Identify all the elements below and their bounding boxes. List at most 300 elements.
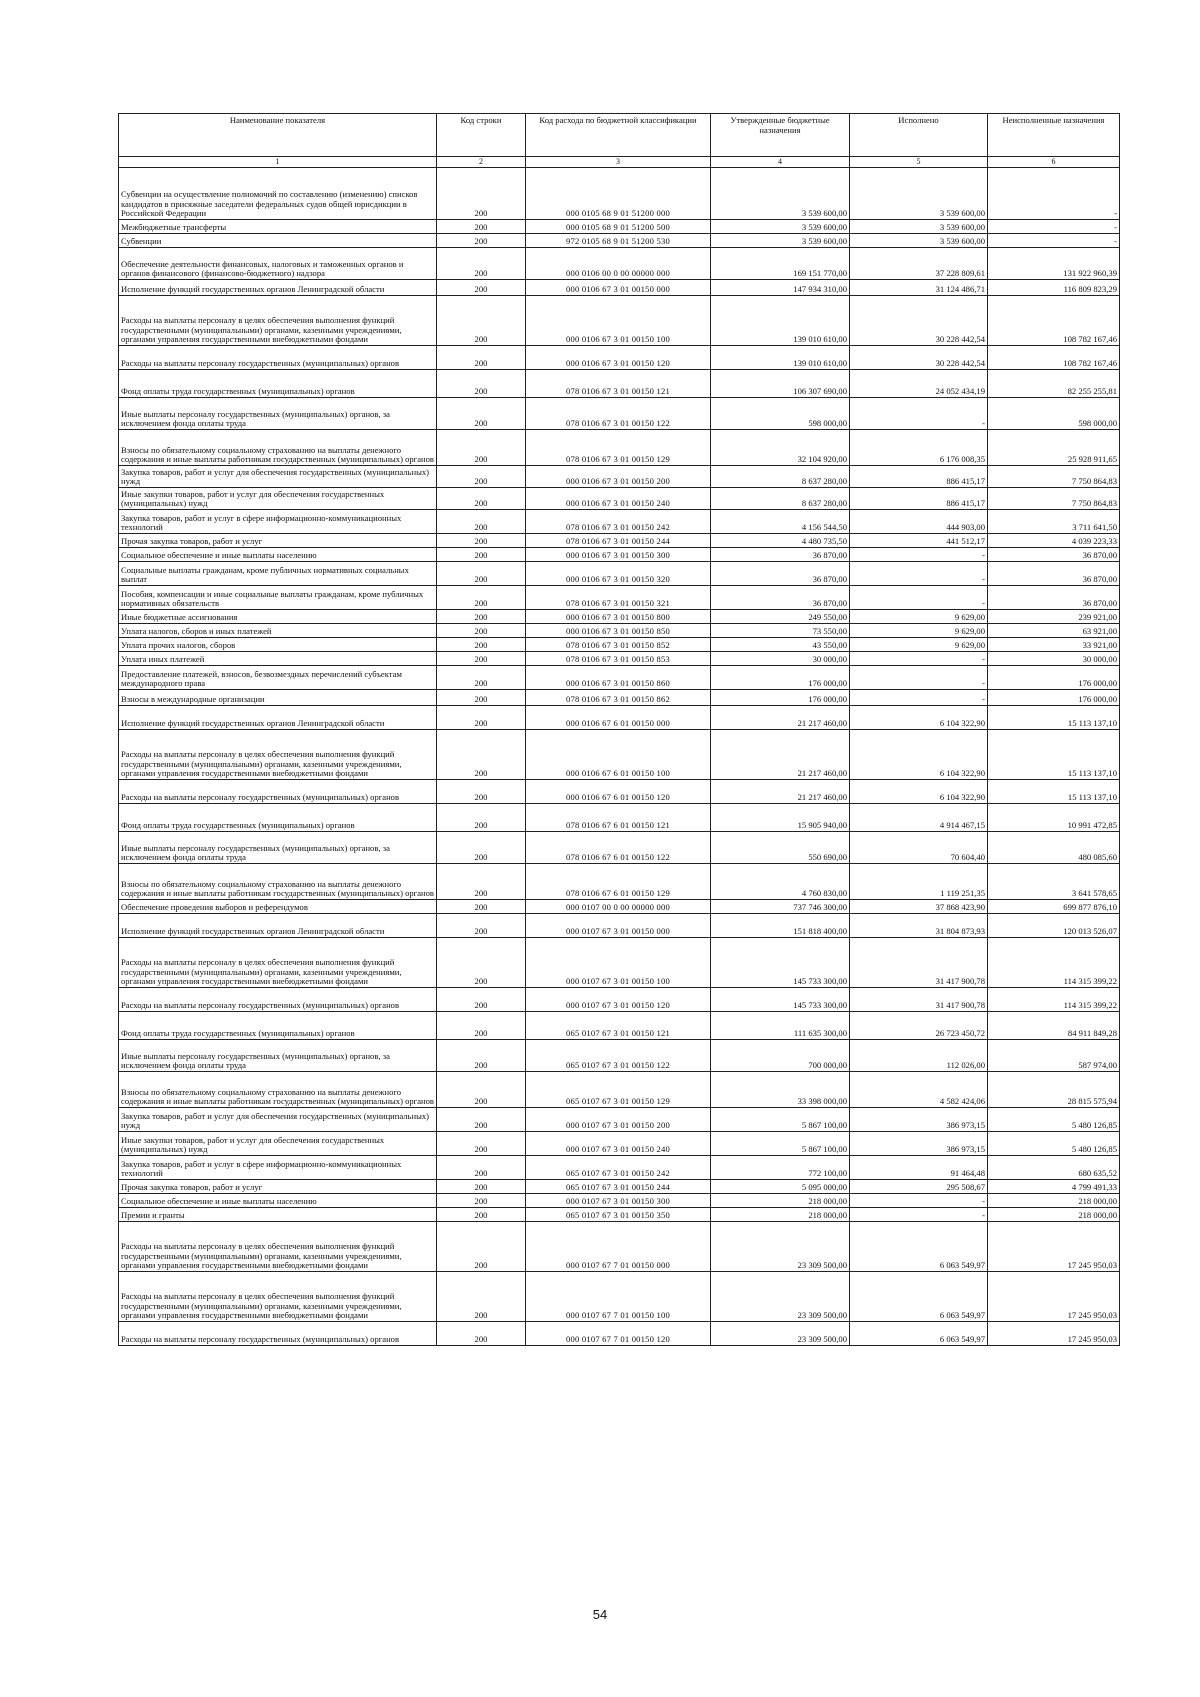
row-executed: 30 228 442,54	[850, 346, 988, 370]
row-unexecuted: 17 245 950,03	[988, 1222, 1120, 1272]
table-row	[119, 1208, 1120, 1222]
row-approved: 23 309 500,00	[711, 1272, 850, 1322]
row-executed: -	[850, 1208, 988, 1222]
header-executed: Исполнено	[850, 114, 988, 157]
row-unexecuted: 598 000,00	[988, 398, 1120, 430]
row-approved: 36 870,00	[711, 562, 850, 586]
row-classification-code: 000 0106 67 3 01 00150 850	[526, 624, 711, 638]
row-line-code: 200	[437, 1012, 526, 1040]
row-approved: 5 095 000,00	[711, 1180, 850, 1194]
row-name: Иные бюджетные ассигнования	[119, 610, 437, 624]
row-approved: 176 000,00	[711, 690, 850, 706]
row-approved: 33 398 000,00	[711, 1072, 850, 1108]
row-classification-code: 078 0106 67 3 01 00150 852	[526, 638, 711, 652]
table-row	[119, 1012, 1120, 1040]
column-number-row	[119, 157, 1120, 168]
row-executed: 295 508,67	[850, 1180, 988, 1194]
row-approved: 3 539 600,00	[711, 220, 850, 234]
table-row	[119, 1222, 1120, 1272]
row-approved: 8 637 280,00	[711, 488, 850, 510]
row-executed: 9 629,00	[850, 610, 988, 624]
row-approved: 3 539 600,00	[711, 234, 850, 248]
row-approved: 772 100,00	[711, 1156, 850, 1180]
row-unexecuted: 28 815 575,94	[988, 1072, 1120, 1108]
table-row	[119, 1132, 1120, 1156]
row-executed: 444 903,00	[850, 510, 988, 534]
row-unexecuted: -	[988, 168, 1120, 220]
row-name: Предоставление платежей, взносов, безвозмездных перечислений субъектам международного права	[119, 666, 437, 690]
row-line-code: 200	[437, 548, 526, 562]
row-approved: 43 550,00	[711, 638, 850, 652]
row-classification-code: 000 0107 67 3 01 00150 300	[526, 1194, 711, 1208]
row-line-code: 200	[437, 1156, 526, 1180]
row-name: Взносы в международные организации	[119, 690, 437, 706]
row-unexecuted: 131 922 960,39	[988, 248, 1120, 280]
table-row	[119, 346, 1120, 370]
row-executed: 31 417 900,78	[850, 938, 988, 988]
row-executed: 386 973,15	[850, 1132, 988, 1156]
expenditure-table	[118, 113, 1120, 1346]
column-number: 3	[526, 157, 711, 168]
row-classification-code: 000 0107 67 3 01 00150 000	[526, 914, 711, 938]
row-executed: 441 512,17	[850, 534, 988, 548]
row-unexecuted: 176 000,00	[988, 666, 1120, 690]
row-line-code: 200	[437, 488, 526, 510]
row-approved: 30 000,00	[711, 652, 850, 666]
row-executed: 6 063 549,97	[850, 1222, 988, 1272]
row-classification-code: 000 0107 67 7 01 00150 000	[526, 1222, 711, 1272]
row-approved: 218 000,00	[711, 1194, 850, 1208]
row-line-code: 200	[437, 730, 526, 780]
table-row	[119, 248, 1120, 280]
row-executed: 31 124 486,71	[850, 280, 988, 296]
row-name: Субвенции на осуществление полномочий по составлению (изменению) списков кандидатов в присяжные заседатели федеральных судов общей юрисдикции в Российской Федерации	[119, 168, 437, 220]
row-line-code: 200	[437, 248, 526, 280]
row-name: Взносы по обязательному социальному страхованию на выплаты денежного содержания и иные выплаты работникам государственных (муниципальных) органов	[119, 864, 437, 900]
row-line-code: 200	[437, 610, 526, 624]
row-classification-code: 078 0106 67 3 01 00150 129	[526, 430, 711, 466]
row-name: Закупка товаров, работ и услуг в сфере информационно-коммуникационных технологий	[119, 1156, 437, 1180]
row-approved: 169 151 770,00	[711, 248, 850, 280]
row-line-code: 200	[437, 666, 526, 690]
row-approved: 598 000,00	[711, 398, 850, 430]
row-approved: 4 156 544,50	[711, 510, 850, 534]
row-name: Иные выплаты персоналу государственных (муниципальных) органов, за исключением фонда оплаты труда	[119, 398, 437, 430]
row-executed: -	[850, 548, 988, 562]
row-line-code: 200	[437, 624, 526, 638]
row-line-code: 200	[437, 804, 526, 832]
row-line-code: 200	[437, 1180, 526, 1194]
row-classification-code: 000 0106 67 6 01 00150 000	[526, 706, 711, 730]
row-classification-code: 000 0107 67 3 01 00150 120	[526, 988, 711, 1012]
row-name: Субвенции	[119, 234, 437, 248]
row-classification-code: 000 0107 00 0 00 00000 000	[526, 900, 711, 914]
row-name: Социальное обеспечение и иные выплаты населению	[119, 1194, 437, 1208]
table-row	[119, 466, 1120, 488]
row-unexecuted: 5 480 126,85	[988, 1132, 1120, 1156]
row-line-code: 200	[437, 690, 526, 706]
row-classification-code: 078 0106 67 3 01 00150 862	[526, 690, 711, 706]
row-approved: 5 867 100,00	[711, 1132, 850, 1156]
row-classification-code: 000 0105 68 9 01 51200 500	[526, 220, 711, 234]
table-row	[119, 1156, 1120, 1180]
row-line-code: 200	[437, 1040, 526, 1072]
row-approved: 3 539 600,00	[711, 168, 850, 220]
row-name: Расходы на выплаты персоналу в целях обеспечения выполнения функций государственными (муниципальными) органами, казенными учреждениями, органами управления государственными внебюджетными фондами	[119, 296, 437, 346]
row-name: Закупка товаров, работ и услуг в сфере информационно-коммуникационных технологий	[119, 510, 437, 534]
row-unexecuted: 17 245 950,03	[988, 1322, 1120, 1346]
row-executed: 6 104 322,90	[850, 780, 988, 804]
table-row	[119, 1180, 1120, 1194]
row-name: Расходы на выплаты персоналу в целях обеспечения выполнения функций государственными (муниципальными) органами, казенными учреждениями, органами управления государственными внебюджетными фондами	[119, 730, 437, 780]
row-line-code: 200	[437, 1108, 526, 1132]
table-row	[119, 234, 1120, 248]
row-executed: 6 104 322,90	[850, 730, 988, 780]
row-unexecuted: 680 635,52	[988, 1156, 1120, 1180]
row-approved: 23 309 500,00	[711, 1222, 850, 1272]
row-approved: 249 550,00	[711, 610, 850, 624]
row-classification-code: 065 0107 67 3 01 00150 244	[526, 1180, 711, 1194]
table-body	[119, 168, 1120, 1346]
row-unexecuted: 3 641 578,65	[988, 864, 1120, 900]
table-row	[119, 864, 1120, 900]
column-number: 4	[711, 157, 850, 168]
row-name: Исполнение функций государственных органов Ленинградской области	[119, 914, 437, 938]
row-unexecuted: 25 928 911,65	[988, 430, 1120, 466]
row-unexecuted: 108 782 167,46	[988, 346, 1120, 370]
row-approved: 23 309 500,00	[711, 1322, 850, 1346]
row-executed: 886 415,17	[850, 466, 988, 488]
row-line-code: 200	[437, 466, 526, 488]
column-number: 1	[119, 157, 437, 168]
row-classification-code: 000 0106 67 6 01 00150 100	[526, 730, 711, 780]
row-executed: 6 176 008,35	[850, 430, 988, 466]
row-unexecuted: 30 000,00	[988, 652, 1120, 666]
header-approved: Утвержденные бюджетные назначения	[711, 114, 850, 157]
row-name: Иные выплаты персоналу государственных (муниципальных) органов, за исключением фонда оплаты труда	[119, 832, 437, 864]
row-executed: 91 464,48	[850, 1156, 988, 1180]
row-name: Иные закупки товаров, работ и услуг для обеспечения государственных (муниципальных) нужд	[119, 488, 437, 510]
row-executed: 70 604,40	[850, 832, 988, 864]
row-approved: 139 010 610,00	[711, 346, 850, 370]
table-row	[119, 430, 1120, 466]
row-classification-code: 000 0106 67 6 01 00150 120	[526, 780, 711, 804]
row-executed: 30 228 442,54	[850, 296, 988, 346]
row-name: Закупка товаров, работ и услуг для обеспечения государственных (муниципальных) нужд	[119, 466, 437, 488]
row-approved: 4 760 830,00	[711, 864, 850, 900]
table-row	[119, 280, 1120, 296]
row-classification-code: 078 0106 67 3 01 00150 244	[526, 534, 711, 548]
row-classification-code: 000 0105 68 9 01 51200 000	[526, 168, 711, 220]
row-unexecuted: 218 000,00	[988, 1194, 1120, 1208]
row-approved: 21 217 460,00	[711, 706, 850, 730]
row-name: Уплата прочих налогов, сборов	[119, 638, 437, 652]
table-row	[119, 988, 1120, 1012]
row-executed: 4 914 467,15	[850, 804, 988, 832]
column-number: 5	[850, 157, 988, 168]
row-name: Расходы на выплаты персоналу в целях обеспечения выполнения функций государственными (муниципальными) органами, казенными учреждениями, органами управления государственными внебюджетными фондами	[119, 1222, 437, 1272]
table-row	[119, 666, 1120, 690]
row-unexecuted: 218 000,00	[988, 1208, 1120, 1222]
row-line-code: 200	[437, 832, 526, 864]
row-line-code: 200	[437, 168, 526, 220]
row-line-code: 200	[437, 398, 526, 430]
row-approved: 176 000,00	[711, 666, 850, 690]
row-unexecuted: -	[988, 220, 1120, 234]
row-unexecuted: 116 809 823,29	[988, 280, 1120, 296]
row-unexecuted: 15 113 137,10	[988, 780, 1120, 804]
row-approved: 550 690,00	[711, 832, 850, 864]
row-classification-code: 000 0106 67 3 01 00150 100	[526, 296, 711, 346]
row-classification-code: 000 0106 67 3 01 00150 300	[526, 548, 711, 562]
row-unexecuted: 15 113 137,10	[988, 730, 1120, 780]
row-line-code: 200	[437, 1194, 526, 1208]
table-row	[119, 900, 1120, 914]
row-approved: 36 870,00	[711, 548, 850, 562]
row-name: Расходы на выплаты персоналу государственных (муниципальных) органов	[119, 346, 437, 370]
header-name: Наименование показателя	[119, 114, 437, 157]
table-header-row	[119, 114, 1120, 157]
row-unexecuted: 4 799 491,33	[988, 1180, 1120, 1194]
row-approved: 145 733 300,00	[711, 938, 850, 988]
row-name: Обеспечение деятельности финансовых, налоговых и таможенных органов и органов финансового (финансово-бюджетного) надзора	[119, 248, 437, 280]
row-classification-code: 000 0106 67 3 01 00150 860	[526, 666, 711, 690]
table-row	[119, 1040, 1120, 1072]
row-unexecuted: 17 245 950,03	[988, 1272, 1120, 1322]
row-classification-code: 078 0106 67 6 01 00150 129	[526, 864, 711, 900]
row-approved: 139 010 610,00	[711, 296, 850, 346]
row-executed: 6 063 549,97	[850, 1272, 988, 1322]
row-line-code: 200	[437, 900, 526, 914]
row-name: Иные выплаты персоналу государственных (муниципальных) органов, за исключением фонда оплаты труда	[119, 1040, 437, 1072]
row-executed: 9 629,00	[850, 624, 988, 638]
row-line-code: 200	[437, 638, 526, 652]
row-line-code: 200	[437, 296, 526, 346]
row-line-code: 200	[437, 1072, 526, 1108]
row-name: Расходы на выплаты персоналу государственных (муниципальных) органов	[119, 988, 437, 1012]
row-classification-code: 000 0106 67 3 01 00150 200	[526, 466, 711, 488]
row-executed: 31 804 873,93	[850, 914, 988, 938]
row-name: Уплата иных платежей	[119, 652, 437, 666]
row-name: Социальные выплаты гражданам, кроме публичных нормативных социальных выплат	[119, 562, 437, 586]
row-classification-code: 065 0107 67 3 01 00150 122	[526, 1040, 711, 1072]
row-approved: 147 934 310,00	[711, 280, 850, 296]
row-approved: 737 746 300,00	[711, 900, 850, 914]
row-name: Межбюджетные трансферты	[119, 220, 437, 234]
row-classification-code: 000 0106 67 3 01 00150 800	[526, 610, 711, 624]
row-executed: 3 539 600,00	[850, 168, 988, 220]
row-line-code: 200	[437, 864, 526, 900]
row-executed: 386 973,15	[850, 1108, 988, 1132]
row-name: Премии и гранты	[119, 1208, 437, 1222]
row-line-code: 200	[437, 510, 526, 534]
row-name: Иные закупки товаров, работ и услуг для обеспечения государственных (муниципальных) нужд	[119, 1132, 437, 1156]
row-classification-code: 065 0107 67 3 01 00150 350	[526, 1208, 711, 1222]
row-executed: 37 868 423,90	[850, 900, 988, 914]
table-row	[119, 488, 1120, 510]
row-classification-code: 065 0107 67 3 01 00150 129	[526, 1072, 711, 1108]
row-executed: 886 415,17	[850, 488, 988, 510]
row-name: Фонд оплаты труда государственных (муниципальных) органов	[119, 804, 437, 832]
row-approved: 73 550,00	[711, 624, 850, 638]
row-executed: 31 417 900,78	[850, 988, 988, 1012]
table-row	[119, 780, 1120, 804]
row-approved: 111 635 300,00	[711, 1012, 850, 1040]
row-executed: 26 723 450,72	[850, 1012, 988, 1040]
row-unexecuted: 3 711 641,50	[988, 510, 1120, 534]
table-row	[119, 1322, 1120, 1346]
table-row	[119, 398, 1120, 430]
row-unexecuted: 587 974,00	[988, 1040, 1120, 1072]
row-name: Социальное обеспечение и иные выплаты населению	[119, 548, 437, 562]
row-executed: 3 539 600,00	[850, 234, 988, 248]
row-classification-code: 000 0107 67 3 01 00150 200	[526, 1108, 711, 1132]
row-approved: 4 480 735,50	[711, 534, 850, 548]
row-approved: 36 870,00	[711, 586, 850, 610]
row-line-code: 200	[437, 430, 526, 466]
row-approved: 218 000,00	[711, 1208, 850, 1222]
table-row	[119, 168, 1120, 220]
row-line-code: 200	[437, 1208, 526, 1222]
row-line-code: 200	[437, 220, 526, 234]
row-line-code: 200	[437, 1222, 526, 1272]
row-unexecuted: 36 870,00	[988, 562, 1120, 586]
row-unexecuted: 36 870,00	[988, 586, 1120, 610]
row-line-code: 200	[437, 1272, 526, 1322]
row-name: Прочая закупка товаров, работ и услуг	[119, 534, 437, 548]
row-line-code: 200	[437, 914, 526, 938]
row-approved: 8 637 280,00	[711, 466, 850, 488]
row-approved: 21 217 460,00	[711, 730, 850, 780]
row-name: Расходы на выплаты персоналу в целях обеспечения выполнения функций государственными (муниципальными) органами, казенными учреждениями, органами управления государственными внебюджетными фондами	[119, 1272, 437, 1322]
header-classification-code: Код расхода по бюджетной классификации	[526, 114, 711, 157]
row-classification-code: 065 0107 67 3 01 00150 242	[526, 1156, 711, 1180]
row-approved: 5 867 100,00	[711, 1108, 850, 1132]
table-row	[119, 652, 1120, 666]
row-executed: -	[850, 1194, 988, 1208]
row-executed: -	[850, 586, 988, 610]
table-row	[119, 562, 1120, 586]
row-unexecuted: 114 315 399,22	[988, 988, 1120, 1012]
row-classification-code: 078 0106 67 6 01 00150 121	[526, 804, 711, 832]
row-classification-code: 078 0106 67 3 01 00150 321	[526, 586, 711, 610]
row-executed: 6 063 549,97	[850, 1322, 988, 1346]
row-executed: 24 052 434,19	[850, 370, 988, 398]
row-name: Взносы по обязательному социальному страхованию на выплаты денежного содержания и иные выплаты работникам государственных (муниципальных) органов	[119, 1072, 437, 1108]
row-approved: 32 104 920,00	[711, 430, 850, 466]
table-row	[119, 510, 1120, 534]
table-row	[119, 914, 1120, 938]
row-unexecuted: 84 911 849,28	[988, 1012, 1120, 1040]
table-row	[119, 296, 1120, 346]
row-name: Обеспечение проведения выборов и референдумов	[119, 900, 437, 914]
row-executed: 1 119 251,35	[850, 864, 988, 900]
table-row	[119, 804, 1120, 832]
row-name: Исполнение функций государственных органов Ленинградской области	[119, 706, 437, 730]
row-executed: -	[850, 666, 988, 690]
table-row	[119, 534, 1120, 548]
table-row	[119, 1108, 1120, 1132]
row-line-code: 200	[437, 586, 526, 610]
row-approved: 106 307 690,00	[711, 370, 850, 398]
row-classification-code: 065 0107 67 3 01 00150 121	[526, 1012, 711, 1040]
row-unexecuted: 480 085,60	[988, 832, 1120, 864]
row-line-code: 200	[437, 938, 526, 988]
row-unexecuted: 699 877 876,10	[988, 900, 1120, 914]
row-line-code: 200	[437, 1322, 526, 1346]
row-executed: -	[850, 652, 988, 666]
row-classification-code: 000 0106 67 3 01 00150 000	[526, 280, 711, 296]
row-classification-code: 000 0106 67 3 01 00150 240	[526, 488, 711, 510]
row-unexecuted: 15 113 137,10	[988, 706, 1120, 730]
row-name: Фонд оплаты труда государственных (муниципальных) органов	[119, 1012, 437, 1040]
row-classification-code: 078 0106 67 3 01 00150 122	[526, 398, 711, 430]
row-line-code: 200	[437, 280, 526, 296]
row-unexecuted: 82 255 255,81	[988, 370, 1120, 398]
row-classification-code: 000 0106 67 3 01 00150 320	[526, 562, 711, 586]
row-unexecuted: 7 750 864,83	[988, 466, 1120, 488]
header-line-code: Код строки	[437, 114, 526, 157]
row-unexecuted: 176 000,00	[988, 690, 1120, 706]
table-row	[119, 548, 1120, 562]
row-line-code: 200	[437, 562, 526, 586]
row-unexecuted: 4 039 223,33	[988, 534, 1120, 548]
table-row	[119, 610, 1120, 624]
row-unexecuted: 36 870,00	[988, 548, 1120, 562]
row-classification-code: 000 0106 67 3 01 00150 120	[526, 346, 711, 370]
row-classification-code: 000 0106 00 0 00 00000 000	[526, 248, 711, 280]
row-approved: 15 905 940,00	[711, 804, 850, 832]
header-unexecuted: Неисполненные назначения	[988, 114, 1120, 157]
row-classification-code: 000 0107 67 7 01 00150 100	[526, 1272, 711, 1322]
row-unexecuted: 114 315 399,22	[988, 938, 1120, 988]
row-unexecuted: 239 921,00	[988, 610, 1120, 624]
row-line-code: 200	[437, 370, 526, 398]
row-unexecuted: 108 782 167,46	[988, 296, 1120, 346]
row-executed: 112 026,00	[850, 1040, 988, 1072]
row-line-code: 200	[437, 1132, 526, 1156]
row-unexecuted: 63 921,00	[988, 624, 1120, 638]
row-name: Расходы на выплаты персоналу государственных (муниципальных) органов	[119, 1322, 437, 1346]
row-line-code: 200	[437, 652, 526, 666]
row-classification-code: 000 0107 67 3 01 00150 240	[526, 1132, 711, 1156]
row-approved: 145 733 300,00	[711, 988, 850, 1012]
table-row	[119, 832, 1120, 864]
row-approved: 21 217 460,00	[711, 780, 850, 804]
table-row	[119, 220, 1120, 234]
row-unexecuted: 7 750 864,83	[988, 488, 1120, 510]
row-line-code: 200	[437, 234, 526, 248]
table-row	[119, 638, 1120, 652]
row-name: Расходы на выплаты персоналу государственных (муниципальных) органов	[119, 780, 437, 804]
row-classification-code: 078 0106 67 3 01 00150 242	[526, 510, 711, 534]
table-row	[119, 1272, 1120, 1322]
table-row	[119, 690, 1120, 706]
row-line-code: 200	[437, 534, 526, 548]
row-unexecuted: -	[988, 234, 1120, 248]
row-classification-code: 078 0106 67 3 01 00150 853	[526, 652, 711, 666]
row-approved: 151 818 400,00	[711, 914, 850, 938]
row-unexecuted: 33 921,00	[988, 638, 1120, 652]
row-name: Расходы на выплаты персоналу в целях обеспечения выполнения функций государственными (муниципальными) органами, казенными учреждениями, органами управления государственными внебюджетными фондами	[119, 938, 437, 988]
row-line-code: 200	[437, 346, 526, 370]
row-name: Взносы по обязательному социальному страхованию на выплаты денежного содержания и иные выплаты работникам государственных (муниципальных) органов	[119, 430, 437, 466]
table-row	[119, 938, 1120, 988]
row-unexecuted: 120 013 526,07	[988, 914, 1120, 938]
row-name: Уплата налогов, сборов и иных платежей	[119, 624, 437, 638]
row-name: Фонд оплаты труда государственных (муниципальных) органов	[119, 370, 437, 398]
table-row	[119, 624, 1120, 638]
